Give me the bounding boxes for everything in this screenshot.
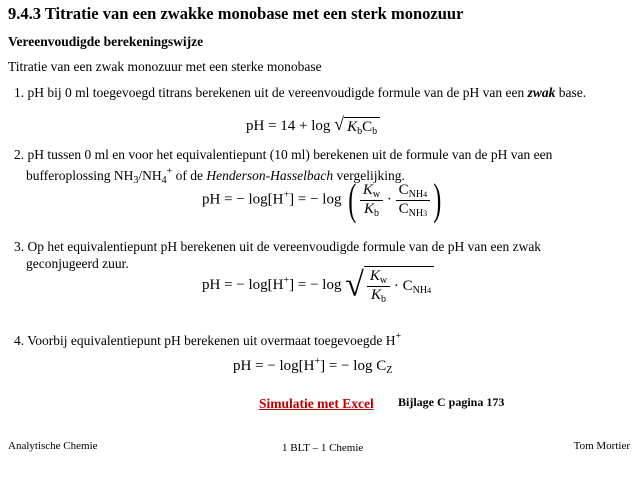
nh3-label: NH bbox=[408, 207, 424, 219]
sqrt-symbol: √ bbox=[345, 266, 364, 304]
cb-subscript: b bbox=[372, 125, 378, 137]
kb-subscript: b bbox=[357, 125, 363, 137]
left-paren: ( bbox=[348, 175, 357, 224]
formula-1-lhs: pH = 14 + log bbox=[246, 118, 335, 134]
multiply-c: · C bbox=[390, 277, 413, 294]
henderson-hasselbach: Henderson-Hasselbach bbox=[206, 168, 334, 183]
formula-3-mid: ] = − log bbox=[289, 276, 342, 293]
footer-right: Tom Mortier bbox=[573, 440, 630, 452]
cb-symbol: C bbox=[362, 118, 373, 135]
formula-3-lhs: pH = − log[H bbox=[202, 276, 284, 293]
concentration-fraction bbox=[396, 182, 430, 219]
formula-2-lhs: pH = − log[H bbox=[202, 191, 284, 208]
nh4-subscript: 4 bbox=[161, 175, 167, 186]
h-charge: + bbox=[283, 189, 290, 201]
formula-4-lhs: pH = − log[H bbox=[233, 358, 315, 374]
h-charge: + bbox=[314, 356, 321, 367]
kb-subscript: b bbox=[381, 294, 387, 305]
h-charge: + bbox=[395, 331, 402, 342]
section-subtitle: Vereenvoudigde berekeningswijze bbox=[8, 34, 204, 49]
nh4-four: 4 bbox=[427, 285, 432, 295]
formula-3 bbox=[202, 266, 434, 305]
c-symbol: C bbox=[398, 200, 409, 217]
h-charge: + bbox=[283, 274, 290, 286]
kw-subscript: w bbox=[379, 275, 388, 286]
step-1-emphasis: zwak bbox=[527, 85, 556, 100]
nh3-subscript: 3 bbox=[133, 175, 139, 186]
kw-symbol: K bbox=[369, 268, 380, 284]
kw-kb-fraction bbox=[360, 182, 383, 219]
formula-3-radicand bbox=[364, 266, 434, 305]
step-2-slash: /NH bbox=[138, 168, 162, 183]
simulation-excel-link[interactable]: Simulatie met Excel bbox=[259, 396, 374, 411]
nh3-three: 3 bbox=[423, 208, 428, 218]
formula-1 bbox=[246, 114, 380, 137]
step-2-text: bufferoplossing NH bbox=[26, 168, 134, 183]
formula-4 bbox=[233, 356, 392, 376]
footer-left: Analytische Chemie bbox=[8, 440, 98, 452]
c-symbol: C bbox=[398, 181, 409, 198]
nh4-charge: + bbox=[166, 166, 173, 177]
step-2-end: vergelijking. bbox=[333, 168, 405, 183]
footer-center: 1 BLT – 1 Chemie bbox=[282, 442, 364, 454]
page-title: 9.4.3 Titratie van een zwakke monobase met een sterk monozuur bbox=[8, 4, 464, 23]
formula-1-radicand bbox=[344, 117, 380, 137]
intro-text: Titratie van een zwak monozuur met een sterke monobase bbox=[8, 59, 322, 74]
appendix-reference: Bijlage C pagina 173 bbox=[398, 395, 505, 409]
step-2-line-1: 2. pH tussen 0 ml en voor het equivalentiepunt (10 ml) berekenen uit de formule van de pH van een bbox=[14, 147, 553, 162]
kb-symbol: K bbox=[371, 287, 382, 303]
step-1-text-end: base. bbox=[555, 85, 587, 100]
step-3-line-1: 3. Op het equivalentiepunt pH berekenen uit de vereenvoudigde formule van de pH van een zwak bbox=[14, 239, 542, 254]
cz-subscript: Z bbox=[386, 365, 393, 376]
kb-subscript: b bbox=[374, 207, 380, 219]
step-2-of: of de bbox=[172, 168, 207, 183]
formula-4-rhs: ] = − log C bbox=[320, 358, 387, 374]
nh4-four: 4 bbox=[423, 189, 428, 199]
multiply-dot: · bbox=[383, 191, 396, 208]
step-3-line-2: geconjugeerd zuur. bbox=[26, 256, 129, 271]
kb-symbol: K bbox=[364, 200, 375, 217]
right-paren: ) bbox=[433, 175, 442, 224]
step-1-text: 1. pH bij 0 ml toegevoegd titrans berekenen uit de vereenvoudigde formule van de pH van een bbox=[14, 85, 528, 100]
step-1 bbox=[14, 84, 586, 101]
kb-symbol: K bbox=[347, 118, 358, 135]
kw-kb-fraction bbox=[367, 268, 390, 305]
sqrt-symbol: √ bbox=[334, 114, 345, 134]
kw-symbol: K bbox=[362, 181, 373, 198]
kw-subscript: w bbox=[372, 188, 381, 200]
nh4-label: NH bbox=[412, 284, 428, 296]
step-4-text: 4. Voorbij equivalentiepunt pH berekenen uit overmaat toegevoegde H bbox=[14, 333, 396, 348]
step-4 bbox=[14, 328, 401, 349]
formula-2-mid: ] = − log bbox=[289, 191, 342, 208]
nh4-label: NH bbox=[408, 188, 424, 200]
